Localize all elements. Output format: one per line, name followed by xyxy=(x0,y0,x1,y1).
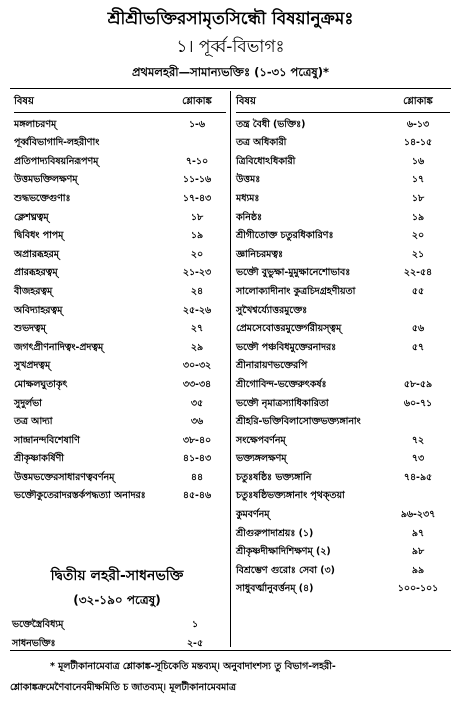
column-divider xyxy=(230,91,231,647)
toc-entry-sloka: ৭৩ xyxy=(411,453,425,465)
toc-row xyxy=(236,357,450,376)
header-subject: বিষয় xyxy=(14,96,34,107)
toc-entry-sloka: ৫৫ xyxy=(411,285,425,297)
toc-row xyxy=(14,227,226,246)
toc-entry-sloka: ২৫-২৬ xyxy=(182,304,212,316)
toc-row xyxy=(236,283,450,302)
toc-row xyxy=(14,171,226,190)
toc-row xyxy=(14,320,226,339)
right-column xyxy=(236,93,450,599)
toc-row xyxy=(14,246,226,265)
header-sloka: শ্লোকাঙ্ক xyxy=(182,96,212,107)
toc-row xyxy=(14,134,226,153)
toc-entry-title: ভক্তেস্ত্রৈবিধ্যম্ xyxy=(12,619,64,630)
footnote-line-1: * মূলটীকানামেবাত্র শ্লোকাঙ্ক-সূচিকেতি মন্তব্যম্। অনুবাদাংশস্য তু বিভাগ-লহরী- xyxy=(50,661,336,672)
toc-row xyxy=(236,525,450,544)
section-2-range: (৩২-১৯০ পত্রেষু) xyxy=(73,593,161,607)
toc-row xyxy=(236,413,450,432)
toc-entry-title: কুমবর্ণনম্ xyxy=(236,509,270,521)
toc-entry-sloka: ২১ xyxy=(411,248,425,260)
toc-entry-title: উত্তমভক্তিলক্ষণম্ xyxy=(14,174,78,186)
left-column xyxy=(14,93,226,506)
toc-entry-title: ভক্তৌকুতেরাদরস্তর্কপদ্ধত্যা অনাদরঃ xyxy=(14,490,146,502)
toc-entry-sloka: ১৮ xyxy=(411,192,425,204)
toc-entry-title: মঙ্গলাচরণম্ xyxy=(14,118,57,130)
toc-entry-title: সুখৈশ্বর্য্যোত্তরমুক্তেঃ xyxy=(236,304,308,316)
toc-entry-title: প্রারব্ধহরত্বম্ xyxy=(14,267,58,279)
toc-entry-title: শ্রীগোবিন্দ-ভক্তেরুৎকর্ষঃ xyxy=(236,378,327,390)
toc-row xyxy=(236,264,450,283)
toc-entry-title: ভক্তৌ বুভুক্ষা-মুমুক্ষানেশোভাবঃ xyxy=(236,267,351,279)
toc-entry-sloka: ১ xyxy=(191,619,199,630)
toc-row xyxy=(236,153,450,172)
bottom-rule xyxy=(10,650,451,651)
toc-entry-title: শুদ্ধভক্তেগুণাঃ xyxy=(14,192,71,204)
toc-entry-sloka: ৪৫-৪৬ xyxy=(182,490,212,502)
toc-row xyxy=(14,376,226,395)
toc-entry-sloka: ১৮ xyxy=(190,211,204,223)
toc-entry-title: জ্ঞানিচরমত্বঃ xyxy=(236,248,284,260)
toc-entry-title: তত্র অধিকারী xyxy=(236,137,287,149)
toc-row xyxy=(236,227,450,246)
toc-row xyxy=(236,487,450,506)
toc-entry-sloka: ৫৭ xyxy=(411,341,425,353)
toc-entry-title: কনিষ্ঠঃ xyxy=(236,211,262,223)
toc-entry-sloka: ২৭ xyxy=(190,323,204,335)
toc-entry-sloka: ৫৮-৫৯ xyxy=(403,378,433,390)
toc-entry-title: শ্রীকৃষ্ণদীক্ষাদিশিক্ষণম্ (২) xyxy=(236,546,331,558)
toc-row xyxy=(14,450,226,469)
toc-entry-title: অবিদ্যাহরত্বম্ xyxy=(14,304,63,316)
left-header-row xyxy=(14,93,226,112)
toc-row xyxy=(14,209,226,228)
toc-row xyxy=(14,302,226,321)
toc-entry-sloka: ৩৫ xyxy=(190,397,204,409)
top-rule xyxy=(10,88,451,89)
toc-row xyxy=(14,190,226,209)
toc-entry-title: সাধনভক্তিঃ xyxy=(12,637,56,649)
toc-entry-sloka: ৯৯ xyxy=(411,564,425,576)
toc-row xyxy=(14,357,226,376)
toc-row xyxy=(14,487,226,506)
toc-row xyxy=(14,432,226,451)
toc-row xyxy=(236,432,450,451)
toc-entry-title: মধ্যমঃ xyxy=(236,192,260,204)
section-2-title: দ্বিতীয় লহরী-সাধনভক্তি xyxy=(50,568,184,584)
toc-row xyxy=(236,395,450,414)
toc-entry-sloka: ২৯ xyxy=(190,341,204,353)
toc-entry-sloka: ৭২ xyxy=(411,434,425,446)
toc-row xyxy=(14,264,226,283)
toc-entry-title: ত্রিবিধোঽধিকারী xyxy=(236,155,296,167)
toc-entry-sloka: ১৬ xyxy=(411,155,425,167)
toc-entry-sloka: ৬-১৩ xyxy=(406,118,430,130)
footnote xyxy=(10,656,451,698)
toc-entry-title: প্রতিপাদ্যবিষয়নিরূপণম্ xyxy=(14,155,99,167)
toc-row xyxy=(14,413,226,432)
toc-entry-title: প্রেমসেবোত্তরমুক্তের্গরীয়স্ত্বম্ xyxy=(236,323,342,335)
toc-entry-sloka: ২-৫ xyxy=(186,637,204,649)
toc-entry-sloka: ২১-২৩ xyxy=(182,267,212,279)
toc-entry-sloka: ৯৬-২৩৭ xyxy=(400,509,436,521)
toc-entry-sloka: ১১-১৬ xyxy=(182,174,212,186)
toc-entry-title: তত্র আদ্যা xyxy=(14,416,53,428)
header-rule xyxy=(14,112,226,114)
footnote-line-2: শ্লোকাঙ্কক্রমেণৈবানেবমীক্ষমিতি চ জাতব্যম্। মূলটীকানামেবমাত্র xyxy=(10,682,236,693)
toc-entry-sloka: ৭-১০ xyxy=(185,155,209,167)
toc-entry-sloka: ৩৩-৩৪ xyxy=(182,378,212,390)
toc-entry-title: সালোক্যাদীনাং কুত্রচিদগ্রহণীয়তা xyxy=(236,285,356,297)
toc-entry-title: পূর্ব্ববিভাগাদি-লহরীণাং xyxy=(14,137,100,149)
toc-entry-title: অপ্রারব্ধহরম্ xyxy=(14,248,60,260)
toc-row xyxy=(14,153,226,172)
toc-entry-title: সান্দ্রানন্দবিশেষাণি xyxy=(14,434,80,446)
toc-entry-title: ভক্তৌ নৃমাত্রস্যাধিকারিতা xyxy=(236,397,329,409)
toc-row xyxy=(14,116,226,135)
toc-entry-title: শ্রীকৃষ্ণাকর্ষিণী xyxy=(14,453,64,465)
toc-entry-title: শুভদত্বম্ xyxy=(14,323,46,335)
toc-entry-sloka: ৬০-৭১ xyxy=(403,397,433,409)
toc-entry-title: শ্রীগুরুপাদাশ্রয়ঃ (১) xyxy=(236,527,314,539)
toc-entry-sloka: ২৪ xyxy=(190,285,204,297)
toc-row xyxy=(236,562,450,581)
toc-row xyxy=(14,339,226,358)
toc-entry-sloka: ৭৪-৯৫ xyxy=(403,471,433,483)
toc-entry-sloka: ৯৭ xyxy=(411,527,425,539)
toc-entry-title: শ্রীগীতোক্ত চতুরধিকারিণঃ xyxy=(236,230,334,242)
toc-entry-title: সুখপ্রদত্বম্ xyxy=(14,360,51,372)
toc-entry-sloka: ১৯ xyxy=(411,211,425,223)
toc-entry-sloka: ১০০-১০১ xyxy=(397,583,439,595)
toc-row xyxy=(236,134,450,153)
toc-entry-title: জগৎপ্রীণনাদিত্বং-প্রদত্বম্ xyxy=(14,341,104,353)
toc-row xyxy=(236,376,450,395)
toc-entry-sloka: ২০ xyxy=(411,230,425,242)
toc-row xyxy=(236,339,450,358)
toc-entry-sloka: ৩৬ xyxy=(190,416,204,428)
toc-entry-title: সাধুবর্ত্মানুবর্ত্তনম্ (৪) xyxy=(236,583,314,595)
left-toc-list xyxy=(14,116,226,506)
toc-row xyxy=(14,469,226,488)
right-toc-list xyxy=(236,116,450,599)
toc-entry-sloka: ২০ xyxy=(190,248,204,260)
toc-entry-sloka: ৩৮-৪০ xyxy=(182,434,212,446)
toc-entry-title: সুদুর্লভা xyxy=(14,397,42,409)
toc-entry-title: ক্লেশঘ্নত্বম্ xyxy=(14,211,49,223)
section-2 xyxy=(12,564,222,653)
section-2-list xyxy=(12,616,222,653)
toc-row xyxy=(236,320,450,339)
toc-entry-sloka: ১৯ xyxy=(190,230,204,242)
toc-row xyxy=(236,171,450,190)
toc-row xyxy=(236,580,450,599)
toc-entry-title: বিশ্রম্ভেণ গুরোঃ সেবা (৩) xyxy=(236,564,335,576)
part-heading: ১। পূর্ব্ব-বিভাগঃ xyxy=(176,37,285,57)
toc-entry-sloka: ১৭ xyxy=(411,174,425,186)
toc-row xyxy=(12,616,222,635)
lahari-heading: প্রথমলহরী—সামান্যভক্তিঃ (১-৩১ পত্রেষু)* xyxy=(131,65,330,79)
page-title: শ্রীশ্রীভক্তিরসামৃতসিন্ধৌ বিষয়ানুক্রমঃ xyxy=(107,9,354,29)
toc-entry-title: ভক্তৌ পঞ্চবিধমুক্তেরনাদরঃ xyxy=(236,341,337,353)
toc-row xyxy=(236,302,450,321)
toc-entry-title: শ্রীহরি-ভক্তিবিলাসোক্তভক্ত্যঙ্গানাং xyxy=(236,416,361,428)
toc-entry-sloka: ৯৮ xyxy=(411,546,425,558)
toc-entry-title: শ্রীনারায়ণভক্তেরপি xyxy=(236,360,308,372)
toc-entry-title: সংক্ষেপবর্ণনম্ xyxy=(236,434,286,446)
toc-entry-title: মোক্ষলঘুতাকৃৎ xyxy=(14,378,68,390)
toc-entry-title: দ্বিবিধং পাপম্ xyxy=(14,230,64,242)
toc-entry-title: চতুঃষষ্ঠিঃ ভক্ত্যঙ্গানি xyxy=(236,471,312,483)
toc-entry-title: উত্তমঃ xyxy=(236,174,261,186)
toc-entry-sloka: ১৭-৪৩ xyxy=(182,192,212,204)
toc-entry-sloka: ৩০-৩২ xyxy=(182,360,212,372)
header-rule-right xyxy=(236,112,450,114)
toc-row xyxy=(236,469,450,488)
toc-entry-title: তন্ত্র বৈধী (ভক্তিঃ) xyxy=(236,118,306,130)
toc-entry-sloka: ১-৬ xyxy=(188,118,206,130)
toc-entry-sloka: ৫৬ xyxy=(411,323,425,335)
toc-entry-title: উত্তমভক্তেরসাধারণত্ববর্ণনম্ xyxy=(14,471,115,483)
toc-entry-title: বীজহরত্বম্ xyxy=(14,285,53,297)
toc-row xyxy=(236,450,450,469)
toc-row xyxy=(236,543,450,562)
toc-entry-sloka: ৪১-৪৩ xyxy=(182,453,212,465)
toc-row xyxy=(236,246,450,265)
header-sloka-right: শ্লোকাঙ্ক xyxy=(403,96,433,107)
right-header-row xyxy=(236,93,450,112)
toc-entry-title: ভক্ত্যঙ্গলক্ষণম্ xyxy=(236,453,287,465)
toc-entry-sloka: ২২-৫৪ xyxy=(403,267,433,279)
toc-row xyxy=(14,283,226,302)
toc-row xyxy=(236,506,450,525)
toc-entry-title: চতুঃষষ্ঠিভক্ত্যঙ্গানাং পৃথক্‌তয়া xyxy=(236,490,345,502)
header-subject-right: বিষয় xyxy=(236,96,256,107)
toc-row xyxy=(14,395,226,414)
toc-row xyxy=(236,190,450,209)
toc-row xyxy=(236,116,450,135)
toc-entry-sloka: ৪৪ xyxy=(190,471,204,483)
toc-row xyxy=(236,209,450,228)
toc-entry-sloka: ১৪-১৫ xyxy=(403,137,433,149)
